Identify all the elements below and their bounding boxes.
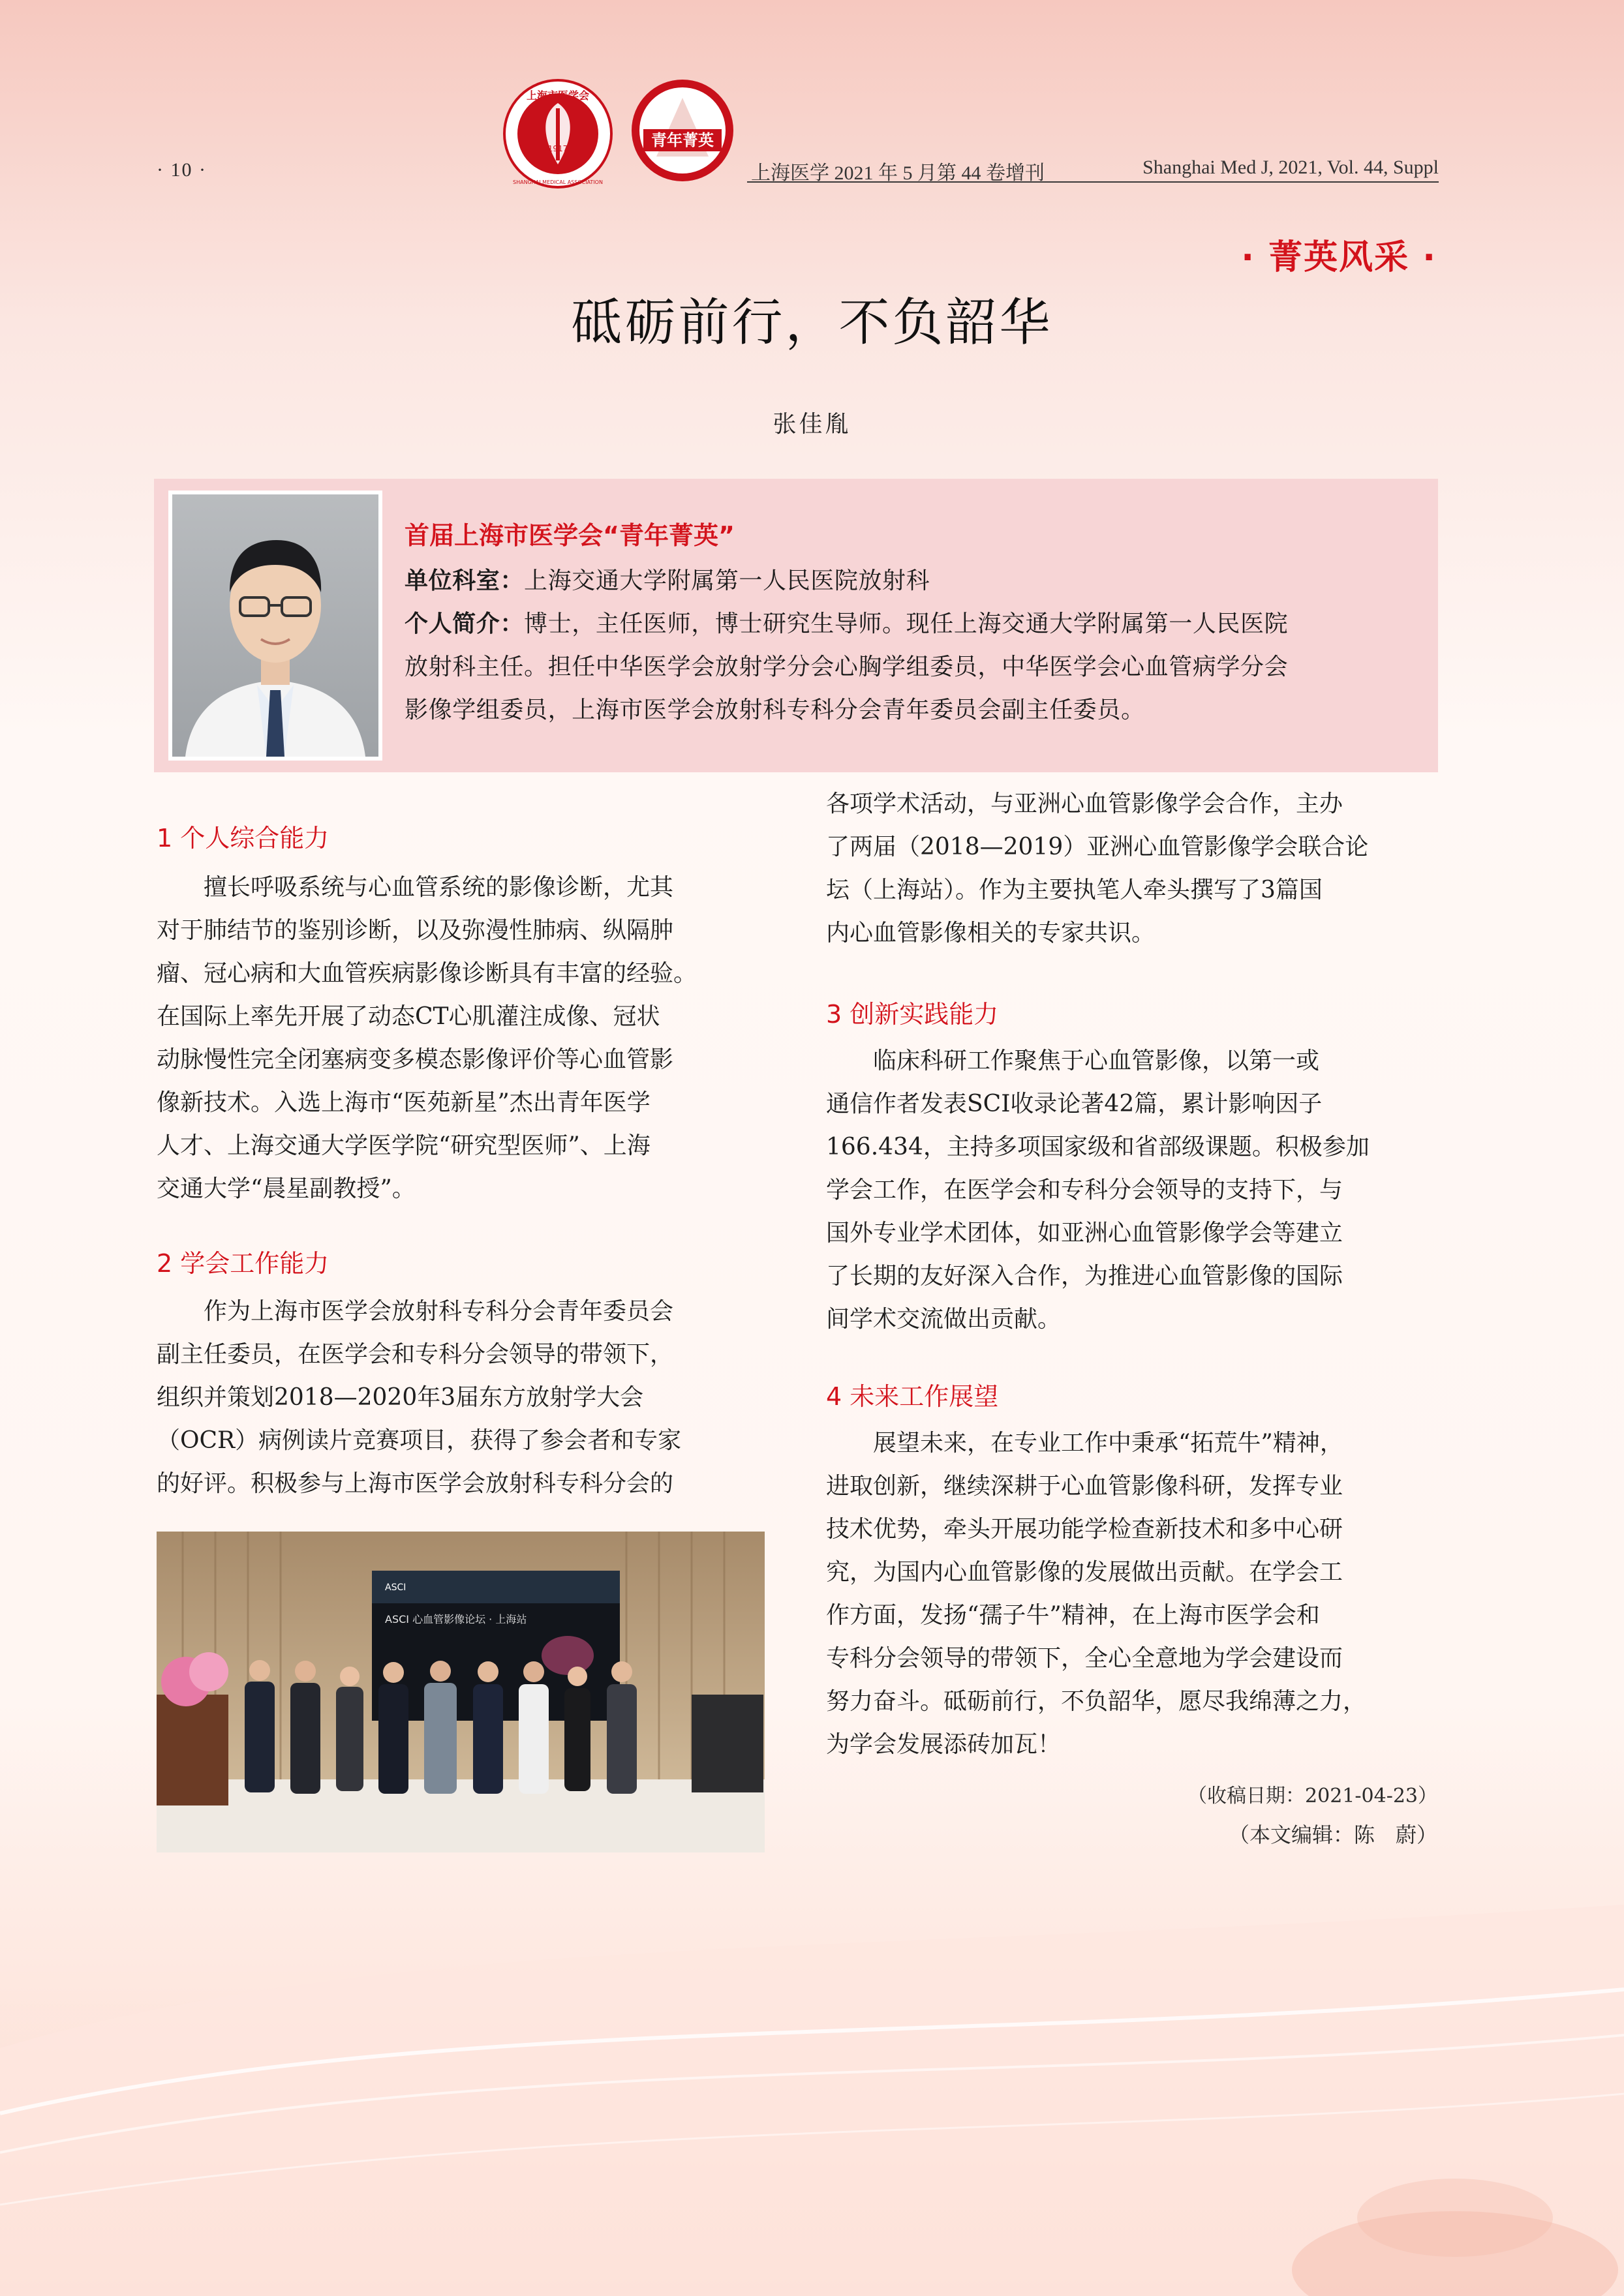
dept-label: 单位科室： [405, 567, 525, 594]
paragraph-line: 副主任委员，在医学会和专科分会领导的带领下， [157, 1341, 674, 1368]
paragraph-line: 组织并策划2018—2020年3届东方放射学大会 [157, 1384, 644, 1411]
paragraph-line: 瘤、冠心病和大血管疾病影像诊断具有丰富的经验。 [157, 960, 697, 987]
received-date: （收稿日期：2021-04-23） [1187, 1785, 1437, 1807]
paragraph-line: 了长期的友好深入合作，为推进心血管影像的国际 [826, 1263, 1343, 1290]
logo1-year-text: 1917 [547, 144, 568, 153]
paragraph-line: 在国际上率先开展了动态CT心肌灌注成像、冠状 [157, 1003, 660, 1030]
paragraph-line: 究，为国内心血管影像的发展做出贡献。在学会工 [826, 1559, 1343, 1586]
page-number: · 10 · [157, 159, 207, 181]
bio-line: 影像学组委员，上海市医学会放射科专科分会青年委员会副主任委员。 [405, 697, 1145, 723]
bio-line: 放射科主任。担任中华医学会放射学分会心胸学组委员，中华医学会心血管病学分会 [405, 654, 1289, 680]
paragraph-line: 进取创新，继续深耕于心血管影像科研，发挥专业 [826, 1473, 1343, 1500]
photo-screen-text: ASCI 心血管影像论坛 · 上海站 [385, 1613, 527, 1625]
paragraph-line: 的好评。积极参与上海市医学会放射科专科分会的 [157, 1470, 674, 1497]
section-4-body [826, 1422, 1439, 1766]
section-heading-1: 1 个人综合能力 [157, 824, 329, 853]
paragraph-line: 作方面，发扬“孺子牛”精神，在上海市医学会和 [826, 1602, 1320, 1629]
paragraph-line: 临床科研工作聚焦于心血管影像，以第一或 [873, 1048, 1320, 1074]
paragraph-line: 坛（上海站）。作为主要执笔人牵头撰写了3篇国 [826, 877, 1323, 903]
section-heading-4: 4 未来工作展望 [826, 1382, 999, 1411]
paragraph-line: 为学会发展添砖加瓦！ [826, 1731, 1062, 1758]
paragraph-line: 擅长呼吸系统与心血管系统的影像诊断，尤其 [204, 874, 674, 901]
logo1-ring-text: SHANGHAI MEDICAL ASSOCIATION [513, 179, 603, 185]
journal-name-cn: 上海医学 2021 年 5 月第 44 卷增刊 [751, 162, 1045, 184]
logo2-text: 青年菁英 [651, 131, 714, 149]
section-heading-3: 3 创新实践能力 [826, 1000, 999, 1029]
bio-label: 个人简介： [405, 611, 525, 637]
journal-name-en: Shanghai Med J, 2021, Vol. 44, Suppl [1142, 157, 1439, 178]
paragraph-line: 人才、上海交通大学医学院“研究型医师”、上海 [157, 1132, 651, 1159]
shanghai-medical-association-logo [502, 78, 613, 189]
paragraph-line: 学会工作，在医学会和专科分会领导的支持下，与 [826, 1177, 1343, 1203]
editor-note: （本文编辑：陈 蔚） [1228, 1822, 1437, 1847]
photo-screen-logo: ASCI [385, 1582, 406, 1593]
section-heading-2: 2 学会工作能力 [157, 1249, 329, 1278]
journal-running-header [747, 153, 1439, 183]
paragraph-line: 努力奋斗。砥砺前行，不负韶华，愿尽我绵薄之力， [826, 1688, 1367, 1715]
article-author: 张佳胤 [773, 411, 851, 438]
author-portrait [168, 491, 382, 761]
background-wave-decoration [0, 1879, 1624, 2296]
section-3-body [826, 1040, 1439, 1341]
article-title: 砥砺前行，不负韶华 [571, 294, 1053, 352]
paragraph-line: （OCR）病例读片竞赛项目，获得了参会者和专家 [157, 1427, 682, 1454]
paragraph-line: 各项学术活动，与亚洲心血管影像学会合作，主办 [826, 791, 1343, 817]
paragraph-line: 交通大学“晨星副教授”。 [157, 1175, 416, 1202]
section-2-continuation [826, 783, 1439, 955]
paragraph-line: 166.434，主持多项国家级和省部级课题。积极参加 [826, 1134, 1370, 1160]
paragraph-line: 通信作者发表SCI收录论著42篇，累计影响因子 [826, 1091, 1323, 1117]
paragraph-line: 专科分会领导的带领下，全心全意地为学会建设而 [826, 1645, 1343, 1672]
paragraph-line: 像新技术。入选上海市“医苑新星”杰出青年医学 [157, 1089, 651, 1116]
paragraph-line: 国外专业学术团体，如亚洲心血管影像学会等建立 [826, 1220, 1343, 1246]
group-photo [157, 1532, 765, 1852]
paragraph-line: 了两届（2018—2019）亚洲心血管影像学会联合论 [826, 834, 1369, 860]
profile-bio-line [405, 603, 1422, 646]
dept-value: 上海交通大学附属第一人民医院放射科 [524, 567, 930, 594]
section-2-body [157, 1290, 770, 1505]
paragraph-line: 内心血管影像相关的专家共识。 [826, 920, 1156, 946]
profile-details [405, 560, 1422, 732]
paragraph-line: 对于肺结节的鉴别诊断，以及弥漫性肺病、纵隔肿 [157, 917, 674, 944]
paragraph-line: 展望未来，在专业工作中秉承“拓荒牛”精神， [873, 1430, 1343, 1457]
paragraph-line: 作为上海市医学会放射科专科分会青年委员会 [204, 1298, 674, 1325]
profile-dept-line [405, 560, 1422, 603]
paragraph-line: 动脉慢性完全闭塞病变多模态影像评价等心血管影 [157, 1046, 674, 1073]
section-1-body [157, 866, 770, 1211]
youth-elite-logo [630, 78, 735, 183]
profile-title: 首届上海市医学会“青年菁英” [405, 521, 735, 550]
paragraph-line: 间学术交流做出贡献。 [826, 1306, 1062, 1333]
paragraph-line: 技术优势，牵头开展功能学检查新技术和多中心研 [826, 1516, 1343, 1543]
bio-line: 博士，主任医师，博士研究生导师。现任上海交通大学附属第一人民医院 [524, 611, 1289, 637]
logo1-name-text: 上海市医学会 [526, 89, 590, 102]
column-tag: · 菁英风采 · [1241, 238, 1437, 277]
